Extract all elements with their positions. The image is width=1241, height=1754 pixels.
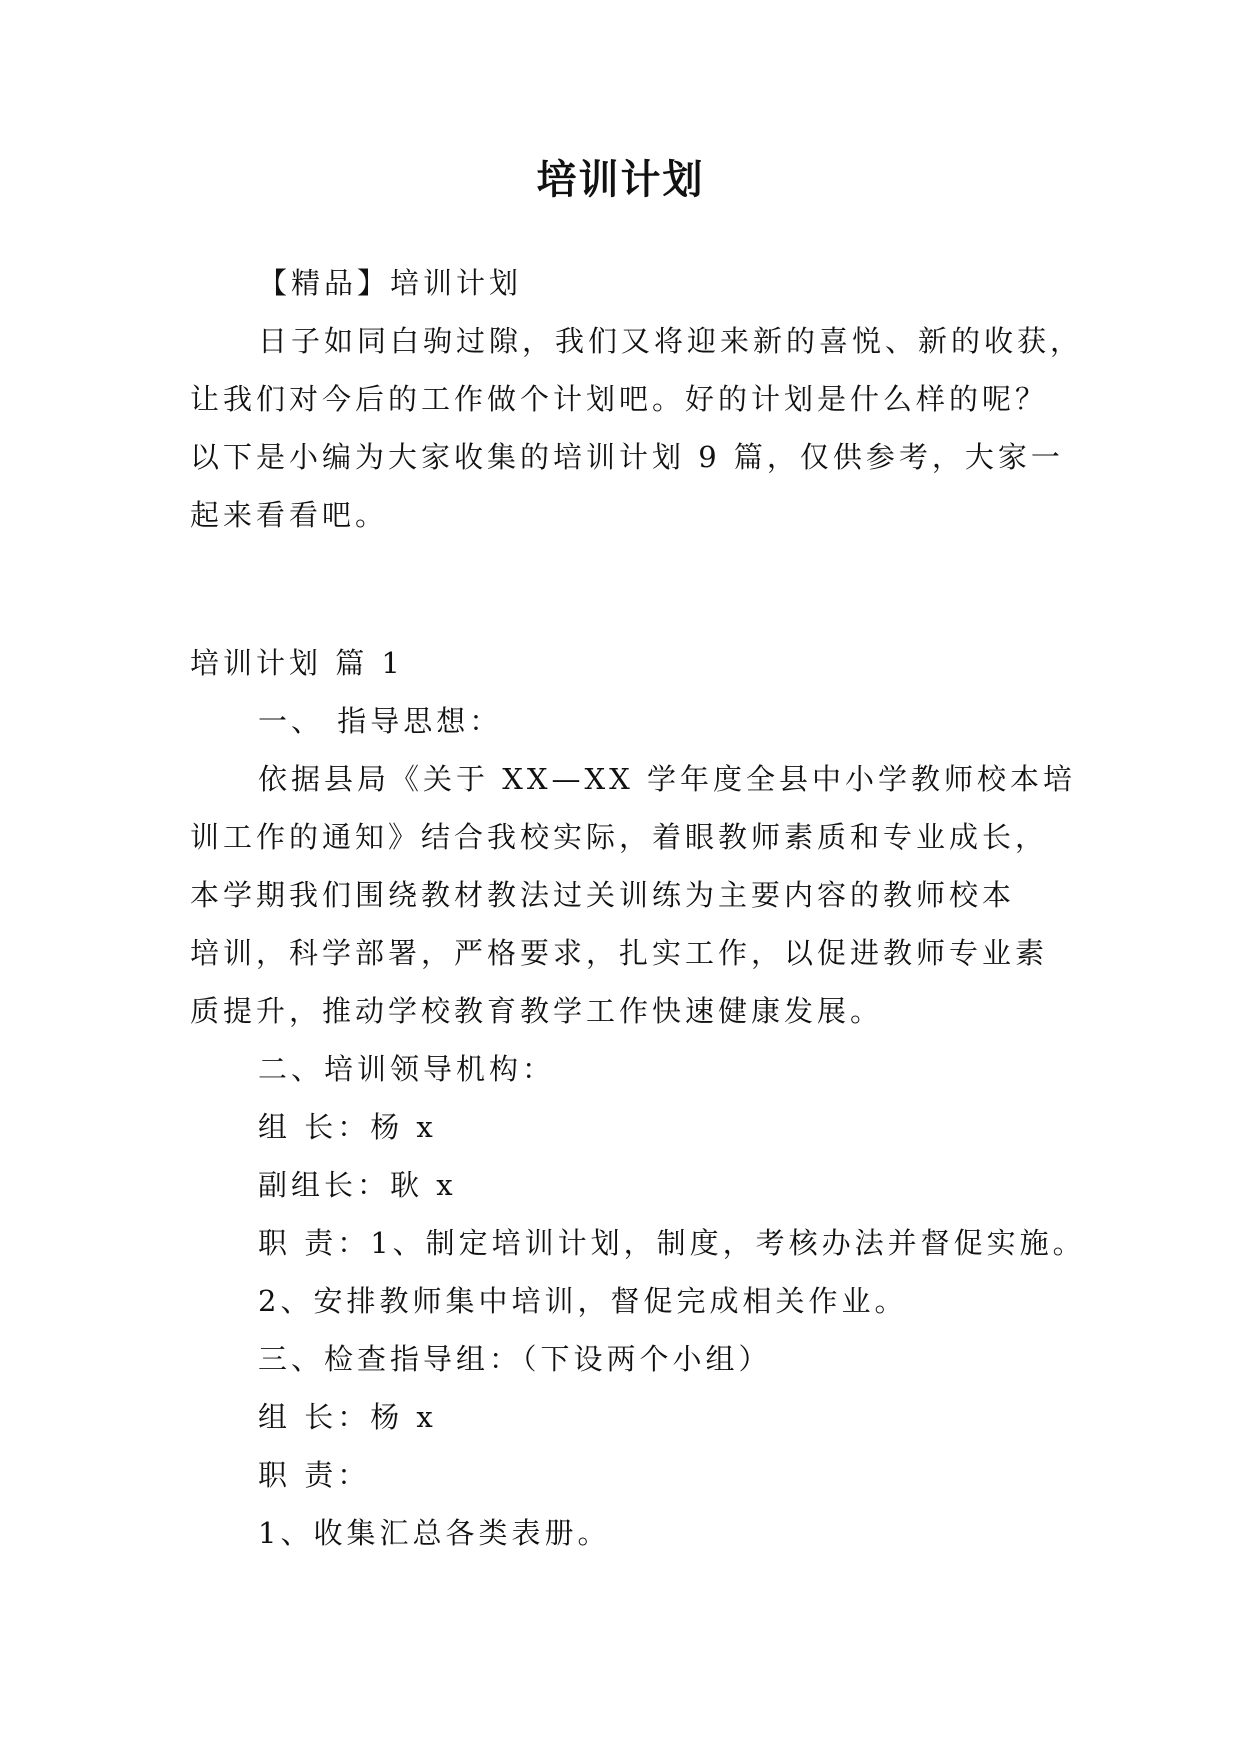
intro-heading: 【精品】培训计划 (258, 266, 523, 300)
intro-paragraph-line: 日子如同白驹过隙，我们又将迎来新的喜悦、新的收获， (258, 324, 1084, 358)
guiding-paragraph-line: 质提升，推动学校教育教学工作快速健康发展。 (190, 994, 884, 1028)
intro-paragraph-line: 以下是小编为大家收集的培训计划 9 篇，仅供参考，大家一 (190, 440, 1064, 474)
guiding-paragraph-line: 训工作的通知》结合我校实际，着眼教师素质和专业成长， (190, 820, 1049, 854)
section-heading: 培训计划 篇 1 (190, 646, 404, 680)
document-title: 培训计划 (536, 156, 705, 203)
deputy-leader-line: 副组长：耿 x (258, 1168, 457, 1202)
guiding-paragraph-line: 本学期我们围绕教材教法过关训练为主要内容的教师校本 (190, 878, 1016, 912)
leader-line: 组 长：杨 x (258, 1110, 437, 1144)
intro-block (190, 254, 1084, 544)
intro-paragraph-line: 起来看看吧。 (190, 498, 389, 532)
guiding-paragraph-line: 依据县局《关于 XX—XX 学年度全县中小学教师校本培 (258, 762, 1077, 796)
intro-paragraph-line: 让我们对今后的工作做个计划吧。好的计划是什么样的呢？ (190, 382, 1049, 416)
inspection-duty-label: 职 责： (258, 1458, 371, 1492)
leadership-heading: 二、培训领导机构： (258, 1052, 556, 1086)
guiding-heading: 一、 指导思想： (258, 704, 503, 738)
inspection-duty-line: 1、收集汇总各类表册。 (258, 1516, 611, 1550)
section-1-block (190, 634, 1086, 1562)
inspection-leader-line: 组 长：杨 x (258, 1400, 437, 1434)
duty-line: 2、安排教师集中培训，督促完成相关作业。 (258, 1284, 908, 1318)
guiding-paragraph-line: 培训，科学部署，严格要求，扎实工作，以促进教师专业素 (190, 936, 1049, 970)
duty-line: 职 责：1、制定培训计划，制度，考核办法并督促实施。 (258, 1226, 1086, 1260)
inspection-heading: 三、检查指导组：（下设两个小组） (258, 1342, 772, 1376)
